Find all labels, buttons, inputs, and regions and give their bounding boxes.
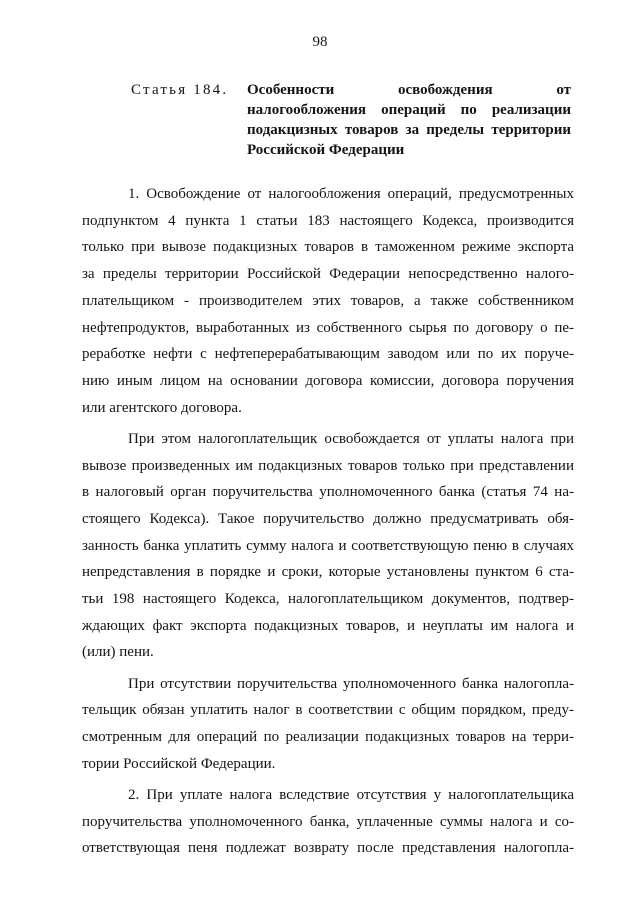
- paragraph-4: [82, 782, 574, 862]
- paragraph-3: [82, 671, 574, 778]
- text-line: поручительства уполномоченного банка, уплаченные суммы налога и со-: [82, 813, 574, 830]
- text-line: (или) пени.: [82, 644, 154, 661]
- text-line: реработке нефти с нефтеперерабатывающим заводом или по их поруче-: [82, 346, 574, 363]
- text-line: подпунктом 4 пункта 1 статьи 183 настоящего Кодекса, производится: [82, 212, 574, 229]
- text-line: тьи 198 настоящего Кодекса, налогоплательщиком документов, подтвер-: [82, 591, 574, 608]
- text-line: 1. Освобождение от налогообложения операций, предусмотренных: [128, 186, 574, 202]
- article-title-line: налогообложения операций по реализации: [247, 102, 571, 118]
- text-line: плательщиком - производителем этих товаров, а также собственником: [82, 292, 574, 309]
- text-line: вывозе произведенных им подакцизных товаров только при представлении: [82, 457, 574, 474]
- text-line: за пределы территории Российской Федерации непосредственно налого-: [82, 266, 574, 283]
- text-line: тельщик обязан уплатить налог в соответствии с общим порядком, преду-: [82, 702, 574, 719]
- text-line: ответствующая пеня подлежат возврату после представления налогопла-: [82, 840, 574, 857]
- text-line: в налоговый орган поручительства уполномоченного банка (статья 74 на-: [82, 484, 574, 501]
- article-title: [247, 80, 571, 160]
- text-line: тории Российской Федерации.: [82, 755, 276, 772]
- text-line: стоящего Кодекса). Такое поручительство должно предусматривать обя-: [82, 510, 574, 527]
- article-title-line: Российской Федерации: [247, 142, 405, 158]
- text-line: 2. При уплате налога вследствие отсутствия у налогоплательщика: [128, 786, 574, 803]
- article-label: Статья 184.: [131, 82, 229, 98]
- page-number: 98: [312, 34, 328, 50]
- text-line: или агентского договора.: [82, 399, 242, 416]
- text-line: При отсутствии поручительства уполномоченного банка налогопла-: [128, 675, 574, 692]
- article-title-line: подакцизных товаров за пределы территории: [247, 122, 571, 138]
- text-line: нефтепродуктов, выработанных из собственного сырья по договору о пе-: [82, 319, 574, 336]
- article-title-line: Особенности освобождения от: [247, 82, 571, 98]
- text-line: ждающих факт экспорта подакцизных товаров, и неуплаты им налога и: [82, 617, 574, 634]
- paragraph-1: [82, 181, 574, 421]
- article-body: [82, 181, 574, 867]
- article-header: [131, 80, 575, 160]
- text-line: занность банка уплатить сумму налога и соответствующую пеню в случаях: [82, 537, 574, 554]
- text-line: нию иным лицом на основании договора комиссии, договора поручения: [82, 372, 574, 389]
- text-line: При этом налогоплательщик освобождается от уплаты налога при: [128, 430, 574, 447]
- paragraph-2: [82, 426, 574, 666]
- text-line: смотренным для операций по реализации подакцизных товаров на терри-: [82, 729, 574, 746]
- text-line: только при вывозе подакцизных товаров в таможенном режиме экспорта: [82, 239, 574, 256]
- text-line: непредставления в порядке и сроки, которые установлены пунктом 6 ста-: [82, 564, 574, 581]
